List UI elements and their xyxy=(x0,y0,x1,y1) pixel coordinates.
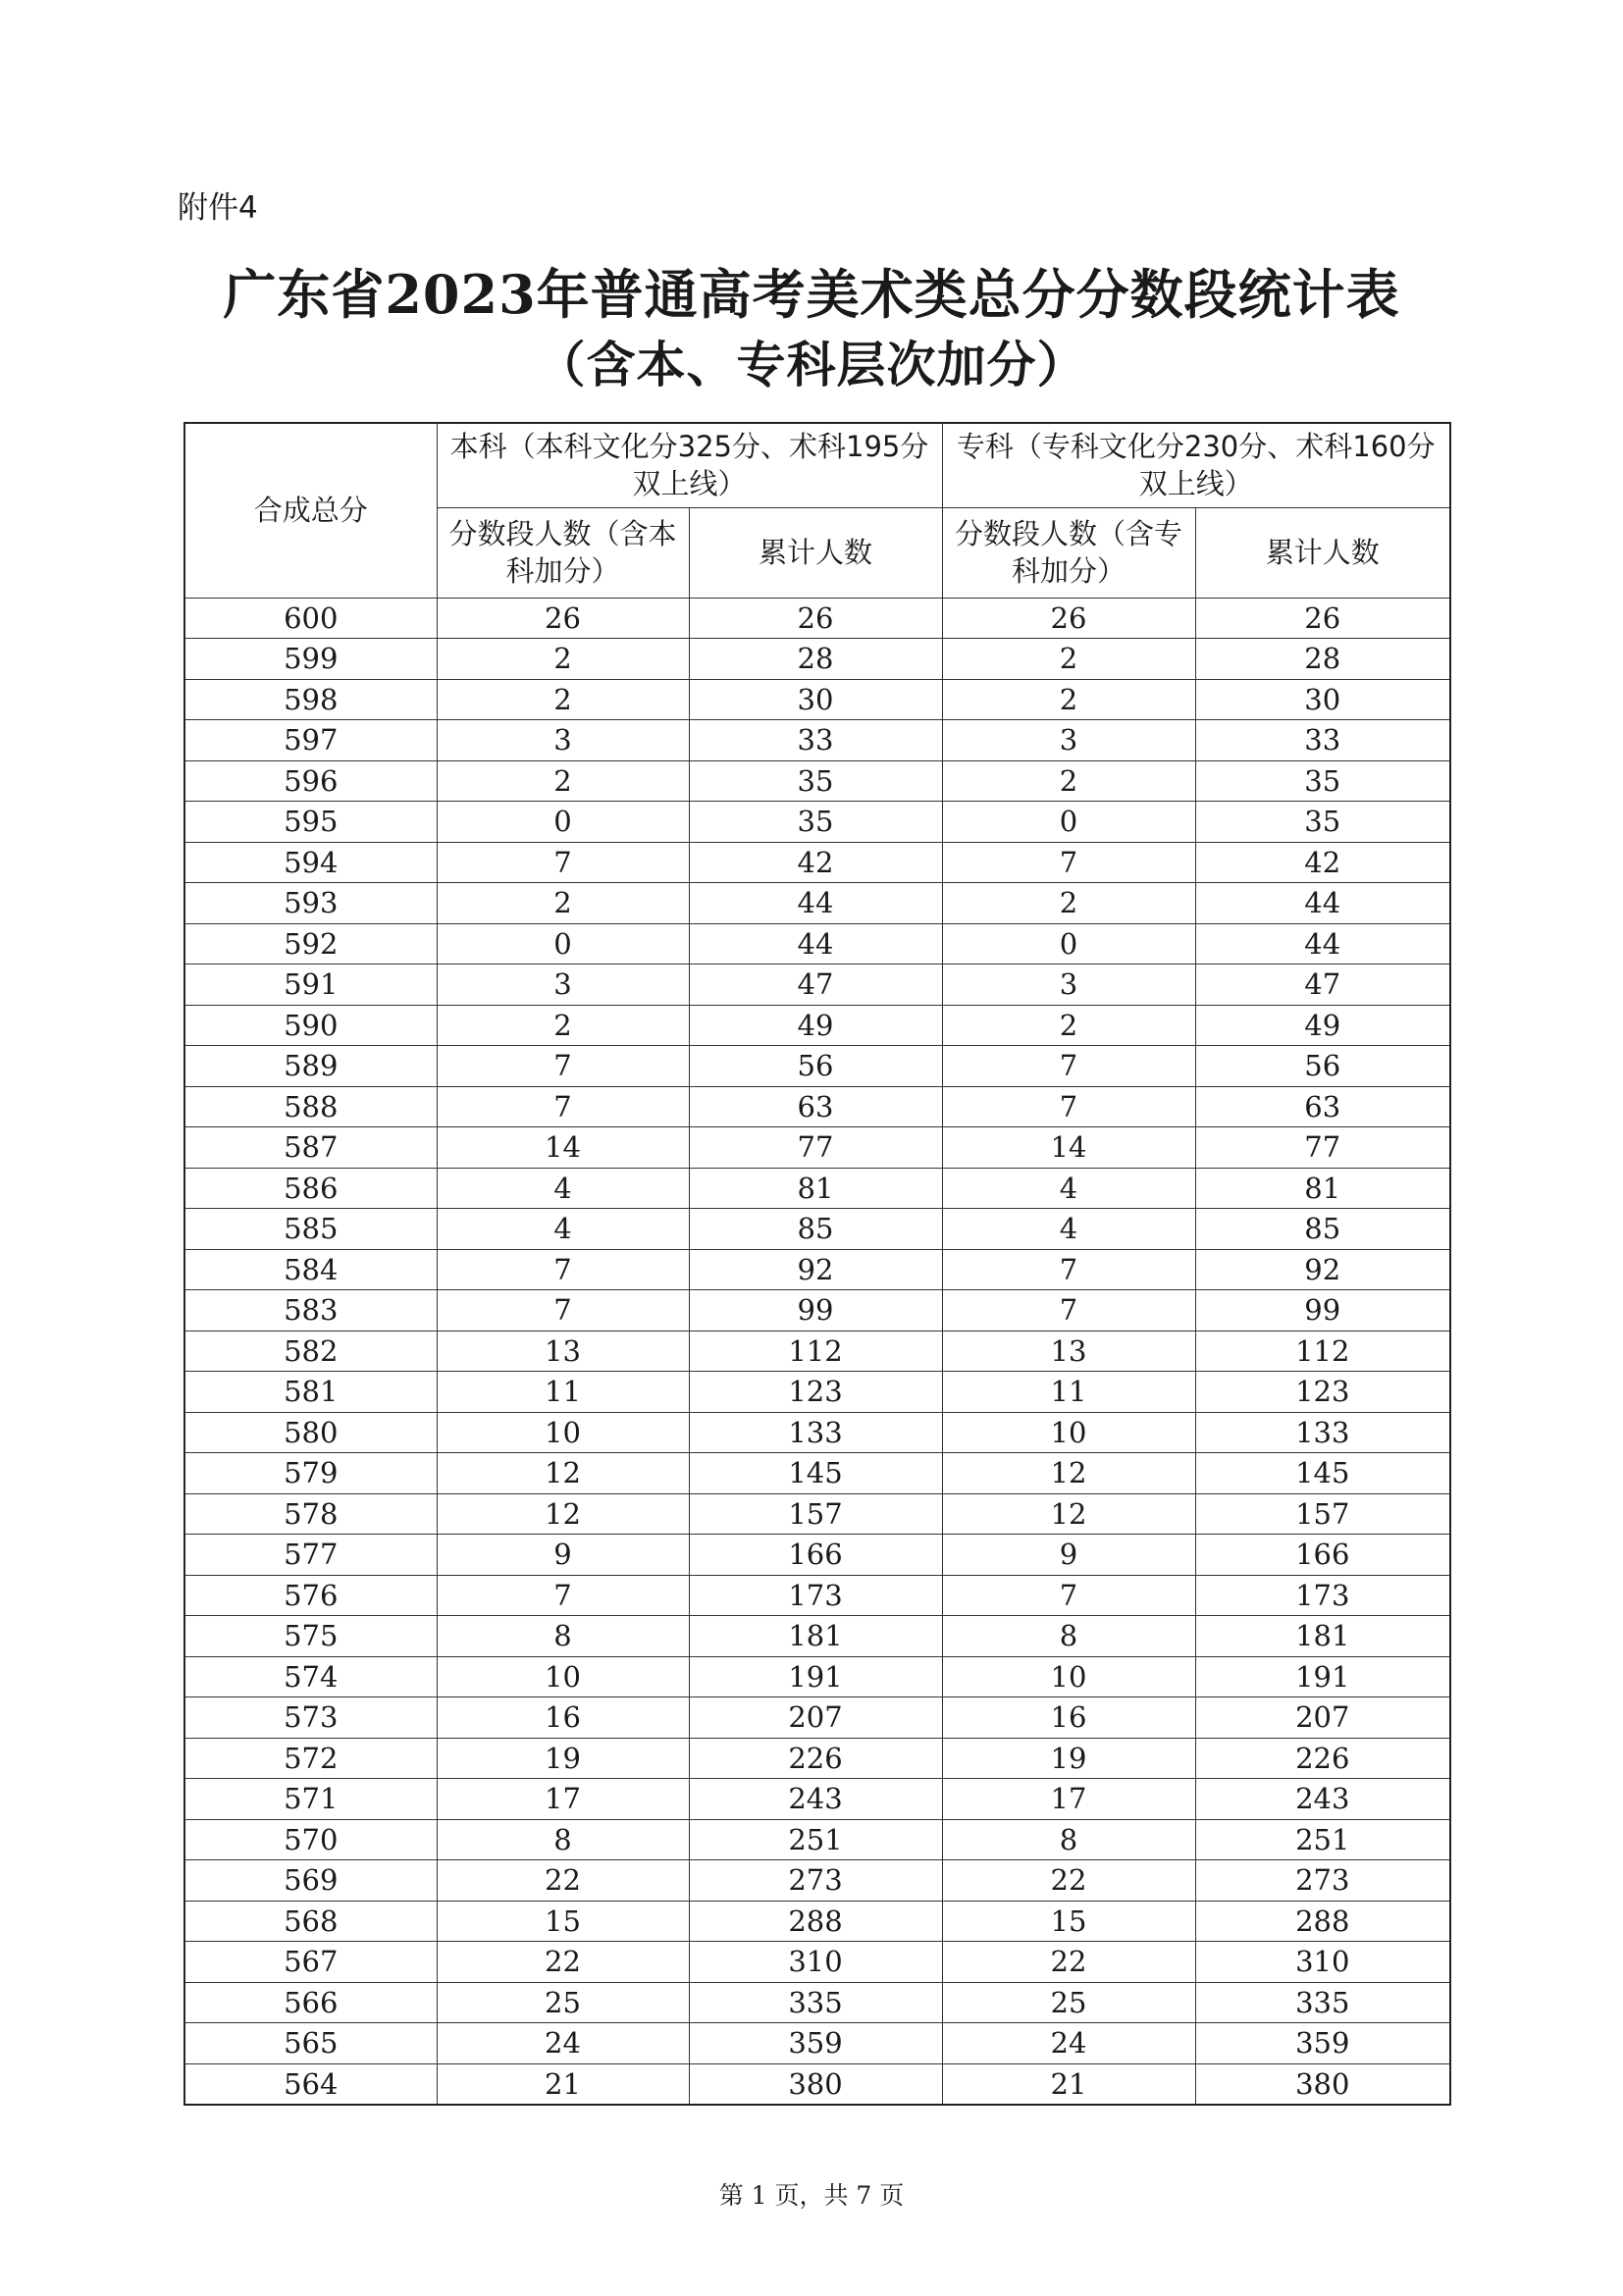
header-zhuanke-cumulative: 累计人数 xyxy=(1195,507,1450,598)
cell-zhuanke-count: 4 xyxy=(942,1209,1195,1250)
cell-zhuanke-cumulative: 251 xyxy=(1195,1819,1450,1860)
cell-benke-count: 9 xyxy=(437,1535,689,1576)
header-group-benke: 本科（本科文化分325分、术科195分双上线） xyxy=(437,423,942,507)
cell-benke-count: 7 xyxy=(437,1086,689,1127)
table-row xyxy=(184,1779,1450,1820)
cell-zhuanke-cumulative: 85 xyxy=(1195,1209,1450,1250)
cell-zhuanke-cumulative: 181 xyxy=(1195,1616,1450,1657)
cell-zhuanke-cumulative: 42 xyxy=(1195,842,1450,883)
cell-benke-cumulative: 30 xyxy=(689,679,942,720)
cell-score: 575 xyxy=(184,1616,437,1657)
cell-score: 595 xyxy=(184,802,437,843)
cell-score: 574 xyxy=(184,1656,437,1697)
cell-benke-cumulative: 251 xyxy=(689,1819,942,1860)
cell-zhuanke-count: 7 xyxy=(942,1249,1195,1290)
document-subtitle: （含本、专科层次加分） xyxy=(536,336,1087,393)
cell-score: 600 xyxy=(184,598,437,639)
cell-benke-cumulative: 181 xyxy=(689,1616,942,1657)
cell-zhuanke-cumulative: 145 xyxy=(1195,1453,1450,1494)
cell-zhuanke-cumulative: 81 xyxy=(1195,1168,1450,1209)
cell-zhuanke-count: 25 xyxy=(942,1982,1195,2023)
cell-benke-cumulative: 123 xyxy=(689,1372,942,1413)
cell-benke-cumulative: 273 xyxy=(689,1860,942,1902)
cell-benke-count: 2 xyxy=(437,760,689,802)
cell-benke-count: 2 xyxy=(437,679,689,720)
table-row xyxy=(184,883,1450,924)
cell-zhuanke-count: 7 xyxy=(942,1086,1195,1127)
cell-benke-cumulative: 380 xyxy=(689,2063,942,2105)
table-row xyxy=(184,2063,1450,2105)
cell-benke-count: 0 xyxy=(437,802,689,843)
cell-benke-count: 8 xyxy=(437,1616,689,1657)
cell-benke-cumulative: 63 xyxy=(689,1086,942,1127)
cell-benke-cumulative: 35 xyxy=(689,802,942,843)
table-row xyxy=(184,1209,1450,1250)
cell-zhuanke-count: 11 xyxy=(942,1372,1195,1413)
cell-benke-count: 24 xyxy=(437,2023,689,2064)
cell-benke-cumulative: 44 xyxy=(689,923,942,965)
cell-score: 568 xyxy=(184,1901,437,1942)
cell-zhuanke-count: 12 xyxy=(942,1453,1195,1494)
cell-benke-cumulative: 335 xyxy=(689,1982,942,2023)
cell-score: 577 xyxy=(184,1535,437,1576)
table-row xyxy=(184,923,1450,965)
table-row xyxy=(184,1819,1450,1860)
cell-score: 581 xyxy=(184,1372,437,1413)
cell-score: 588 xyxy=(184,1086,437,1127)
cell-benke-cumulative: 112 xyxy=(689,1331,942,1372)
cell-score: 566 xyxy=(184,1982,437,2023)
cell-zhuanke-count: 14 xyxy=(942,1127,1195,1169)
table-row xyxy=(184,1942,1450,1983)
table-row xyxy=(184,1331,1450,1372)
table-row xyxy=(184,1860,1450,1902)
table-row xyxy=(184,1901,1450,1942)
cell-benke-count: 2 xyxy=(437,883,689,924)
cell-benke-cumulative: 42 xyxy=(689,842,942,883)
cell-benke-cumulative: 35 xyxy=(689,760,942,802)
cell-zhuanke-count: 19 xyxy=(942,1738,1195,1779)
cell-benke-count: 2 xyxy=(437,1005,689,1046)
cell-benke-cumulative: 243 xyxy=(689,1779,942,1820)
page-footer: 第 1 页，共 7 页 xyxy=(718,2181,905,2210)
table-row xyxy=(184,1656,1450,1697)
document-title: 广东省2023年普通高考美术类总分分数段统计表 xyxy=(223,263,1400,326)
table-row xyxy=(184,1697,1450,1739)
cell-benke-cumulative: 85 xyxy=(689,1209,942,1250)
table-header xyxy=(184,423,1450,598)
table-row xyxy=(184,1575,1450,1616)
cell-benke-cumulative: 49 xyxy=(689,1005,942,1046)
cell-zhuanke-count: 8 xyxy=(942,1616,1195,1657)
cell-benke-count: 25 xyxy=(437,1982,689,2023)
table-row xyxy=(184,1372,1450,1413)
cell-benke-cumulative: 359 xyxy=(689,2023,942,2064)
cell-benke-cumulative: 226 xyxy=(689,1738,942,1779)
cell-zhuanke-count: 2 xyxy=(942,760,1195,802)
table-row xyxy=(184,720,1450,761)
score-distribution-table xyxy=(183,422,1451,2106)
cell-zhuanke-cumulative: 47 xyxy=(1195,965,1450,1006)
table-row xyxy=(184,1005,1450,1046)
cell-zhuanke-count: 2 xyxy=(942,679,1195,720)
cell-zhuanke-count: 24 xyxy=(942,2023,1195,2064)
cell-score: 569 xyxy=(184,1860,437,1902)
cell-zhuanke-cumulative: 99 xyxy=(1195,1290,1450,1331)
cell-zhuanke-count: 7 xyxy=(942,842,1195,883)
cell-benke-count: 14 xyxy=(437,1127,689,1169)
cell-zhuanke-cumulative: 191 xyxy=(1195,1656,1450,1697)
cell-score: 593 xyxy=(184,883,437,924)
cell-score: 585 xyxy=(184,1209,437,1250)
cell-benke-count: 16 xyxy=(437,1697,689,1739)
cell-benke-cumulative: 77 xyxy=(689,1127,942,1169)
cell-zhuanke-cumulative: 173 xyxy=(1195,1575,1450,1616)
cell-benke-count: 12 xyxy=(437,1493,689,1535)
table-row xyxy=(184,842,1450,883)
table-row xyxy=(184,1086,1450,1127)
cell-zhuanke-count: 3 xyxy=(942,720,1195,761)
cell-score: 573 xyxy=(184,1697,437,1739)
cell-score: 567 xyxy=(184,1942,437,1983)
cell-benke-count: 19 xyxy=(437,1738,689,1779)
table-row xyxy=(184,1046,1450,1087)
cell-benke-count: 15 xyxy=(437,1901,689,1942)
cell-score: 586 xyxy=(184,1168,437,1209)
cell-score: 599 xyxy=(184,639,437,680)
cell-benke-cumulative: 166 xyxy=(689,1535,942,1576)
cell-zhuanke-count: 10 xyxy=(942,1656,1195,1697)
cell-score: 572 xyxy=(184,1738,437,1779)
cell-score: 592 xyxy=(184,923,437,965)
table-row xyxy=(184,802,1450,843)
cell-score: 583 xyxy=(184,1290,437,1331)
cell-benke-count: 7 xyxy=(437,1290,689,1331)
cell-zhuanke-count: 3 xyxy=(942,965,1195,1006)
table-row xyxy=(184,965,1450,1006)
cell-benke-count: 0 xyxy=(437,923,689,965)
cell-zhuanke-cumulative: 44 xyxy=(1195,923,1450,965)
cell-benke-cumulative: 288 xyxy=(689,1901,942,1942)
cell-benke-count: 7 xyxy=(437,1249,689,1290)
attachment-label: 附件4 xyxy=(178,190,258,226)
cell-zhuanke-cumulative: 310 xyxy=(1195,1942,1450,1983)
cell-zhuanke-cumulative: 380 xyxy=(1195,2063,1450,2105)
cell-zhuanke-count: 8 xyxy=(942,1819,1195,1860)
cell-zhuanke-count: 0 xyxy=(942,923,1195,965)
cell-benke-cumulative: 92 xyxy=(689,1249,942,1290)
cell-score: 587 xyxy=(184,1127,437,1169)
table-row xyxy=(184,1453,1450,1494)
cell-zhuanke-cumulative: 133 xyxy=(1195,1412,1450,1453)
cell-zhuanke-count: 4 xyxy=(942,1168,1195,1209)
cell-benke-cumulative: 207 xyxy=(689,1697,942,1739)
cell-benke-count: 17 xyxy=(437,1779,689,1820)
cell-benke-count: 2 xyxy=(437,639,689,680)
cell-zhuanke-cumulative: 35 xyxy=(1195,802,1450,843)
cell-benke-count: 22 xyxy=(437,1942,689,1983)
cell-benke-cumulative: 145 xyxy=(689,1453,942,1494)
header-score: 合成总分 xyxy=(184,423,437,598)
cell-zhuanke-cumulative: 28 xyxy=(1195,639,1450,680)
cell-zhuanke-cumulative: 288 xyxy=(1195,1901,1450,1942)
cell-zhuanke-count: 0 xyxy=(942,802,1195,843)
cell-zhuanke-cumulative: 92 xyxy=(1195,1249,1450,1290)
cell-zhuanke-count: 2 xyxy=(942,1005,1195,1046)
cell-score: 580 xyxy=(184,1412,437,1453)
cell-zhuanke-count: 17 xyxy=(942,1779,1195,1820)
cell-score: 570 xyxy=(184,1819,437,1860)
cell-score: 564 xyxy=(184,2063,437,2105)
cell-zhuanke-cumulative: 226 xyxy=(1195,1738,1450,1779)
cell-score: 589 xyxy=(184,1046,437,1087)
cell-benke-count: 10 xyxy=(437,1412,689,1453)
table-row xyxy=(184,1535,1450,1576)
table-row xyxy=(184,1290,1450,1331)
cell-benke-cumulative: 173 xyxy=(689,1575,942,1616)
cell-benke-count: 11 xyxy=(437,1372,689,1413)
cell-zhuanke-count: 15 xyxy=(942,1901,1195,1942)
cell-benke-cumulative: 26 xyxy=(689,598,942,639)
cell-zhuanke-cumulative: 335 xyxy=(1195,1982,1450,2023)
table-row xyxy=(184,1127,1450,1169)
table-row xyxy=(184,1168,1450,1209)
cell-zhuanke-cumulative: 44 xyxy=(1195,883,1450,924)
cell-zhuanke-cumulative: 35 xyxy=(1195,760,1450,802)
table-row xyxy=(184,1412,1450,1453)
cell-benke-cumulative: 28 xyxy=(689,639,942,680)
cell-score: 590 xyxy=(184,1005,437,1046)
cell-zhuanke-count: 7 xyxy=(942,1290,1195,1331)
cell-benke-count: 4 xyxy=(437,1209,689,1250)
cell-benke-cumulative: 157 xyxy=(689,1493,942,1535)
header-zhuanke-count: 分数段人数（含专科加分） xyxy=(942,507,1195,598)
cell-zhuanke-count: 26 xyxy=(942,598,1195,639)
cell-zhuanke-cumulative: 63 xyxy=(1195,1086,1450,1127)
cell-score: 576 xyxy=(184,1575,437,1616)
cell-zhuanke-cumulative: 273 xyxy=(1195,1860,1450,1902)
cell-benke-cumulative: 33 xyxy=(689,720,942,761)
header-benke-cumulative: 累计人数 xyxy=(689,507,942,598)
cell-benke-count: 10 xyxy=(437,1656,689,1697)
cell-zhuanke-cumulative: 30 xyxy=(1195,679,1450,720)
cell-score: 571 xyxy=(184,1779,437,1820)
cell-benke-count: 7 xyxy=(437,1575,689,1616)
table-body xyxy=(184,598,1450,2105)
table-row xyxy=(184,1493,1450,1535)
cell-benke-cumulative: 191 xyxy=(689,1656,942,1697)
cell-benke-count: 26 xyxy=(437,598,689,639)
cell-zhuanke-count: 7 xyxy=(942,1575,1195,1616)
cell-score: 579 xyxy=(184,1453,437,1494)
cell-zhuanke-count: 13 xyxy=(942,1331,1195,1372)
cell-benke-count: 21 xyxy=(437,2063,689,2105)
cell-zhuanke-count: 2 xyxy=(942,883,1195,924)
cell-score: 578 xyxy=(184,1493,437,1535)
cell-score: 594 xyxy=(184,842,437,883)
cell-zhuanke-cumulative: 56 xyxy=(1195,1046,1450,1087)
cell-benke-count: 7 xyxy=(437,1046,689,1087)
cell-score: 597 xyxy=(184,720,437,761)
cell-benke-count: 3 xyxy=(437,965,689,1006)
cell-zhuanke-count: 2 xyxy=(942,639,1195,680)
header-group-zhuanke: 专科（专科文化分230分、术科160分双上线） xyxy=(942,423,1450,507)
cell-zhuanke-cumulative: 359 xyxy=(1195,2023,1450,2064)
cell-zhuanke-count: 7 xyxy=(942,1046,1195,1087)
cell-zhuanke-count: 21 xyxy=(942,2063,1195,2105)
cell-zhuanke-cumulative: 207 xyxy=(1195,1697,1450,1739)
table-row xyxy=(184,1982,1450,2023)
cell-zhuanke-count: 12 xyxy=(942,1493,1195,1535)
cell-benke-cumulative: 99 xyxy=(689,1290,942,1331)
cell-zhuanke-count: 9 xyxy=(942,1535,1195,1576)
table-row xyxy=(184,639,1450,680)
cell-benke-cumulative: 44 xyxy=(689,883,942,924)
cell-benke-cumulative: 47 xyxy=(689,965,942,1006)
cell-zhuanke-cumulative: 49 xyxy=(1195,1005,1450,1046)
cell-zhuanke-cumulative: 77 xyxy=(1195,1127,1450,1169)
table-row xyxy=(184,760,1450,802)
cell-benke-count: 7 xyxy=(437,842,689,883)
cell-benke-cumulative: 81 xyxy=(689,1168,942,1209)
cell-score: 582 xyxy=(184,1331,437,1372)
cell-zhuanke-cumulative: 166 xyxy=(1195,1535,1450,1576)
cell-zhuanke-cumulative: 157 xyxy=(1195,1493,1450,1535)
cell-zhuanke-count: 10 xyxy=(942,1412,1195,1453)
cell-benke-cumulative: 56 xyxy=(689,1046,942,1087)
table-row xyxy=(184,1249,1450,1290)
cell-benke-cumulative: 310 xyxy=(689,1942,942,1983)
table-row xyxy=(184,1738,1450,1779)
cell-score: 584 xyxy=(184,1249,437,1290)
cell-benke-count: 13 xyxy=(437,1331,689,1372)
cell-benke-cumulative: 133 xyxy=(689,1412,942,1453)
cell-zhuanke-cumulative: 112 xyxy=(1195,1331,1450,1372)
cell-score: 598 xyxy=(184,679,437,720)
cell-zhuanke-count: 22 xyxy=(942,1942,1195,1983)
cell-zhuanke-cumulative: 123 xyxy=(1195,1372,1450,1413)
table-row xyxy=(184,1616,1450,1657)
header-benke-count: 分数段人数（含本科加分） xyxy=(437,507,689,598)
cell-zhuanke-cumulative: 243 xyxy=(1195,1779,1450,1820)
table-row xyxy=(184,679,1450,720)
cell-zhuanke-cumulative: 26 xyxy=(1195,598,1450,639)
cell-benke-count: 12 xyxy=(437,1453,689,1494)
cell-score: 565 xyxy=(184,2023,437,2064)
cell-score: 596 xyxy=(184,760,437,802)
cell-zhuanke-cumulative: 33 xyxy=(1195,720,1450,761)
cell-benke-count: 8 xyxy=(437,1819,689,1860)
cell-zhuanke-count: 16 xyxy=(942,1697,1195,1739)
cell-benke-count: 22 xyxy=(437,1860,689,1902)
table-row xyxy=(184,2023,1450,2064)
cell-zhuanke-count: 22 xyxy=(942,1860,1195,1902)
cell-benke-count: 4 xyxy=(437,1168,689,1209)
table-row xyxy=(184,598,1450,639)
cell-benke-count: 3 xyxy=(437,720,689,761)
cell-score: 591 xyxy=(184,965,437,1006)
